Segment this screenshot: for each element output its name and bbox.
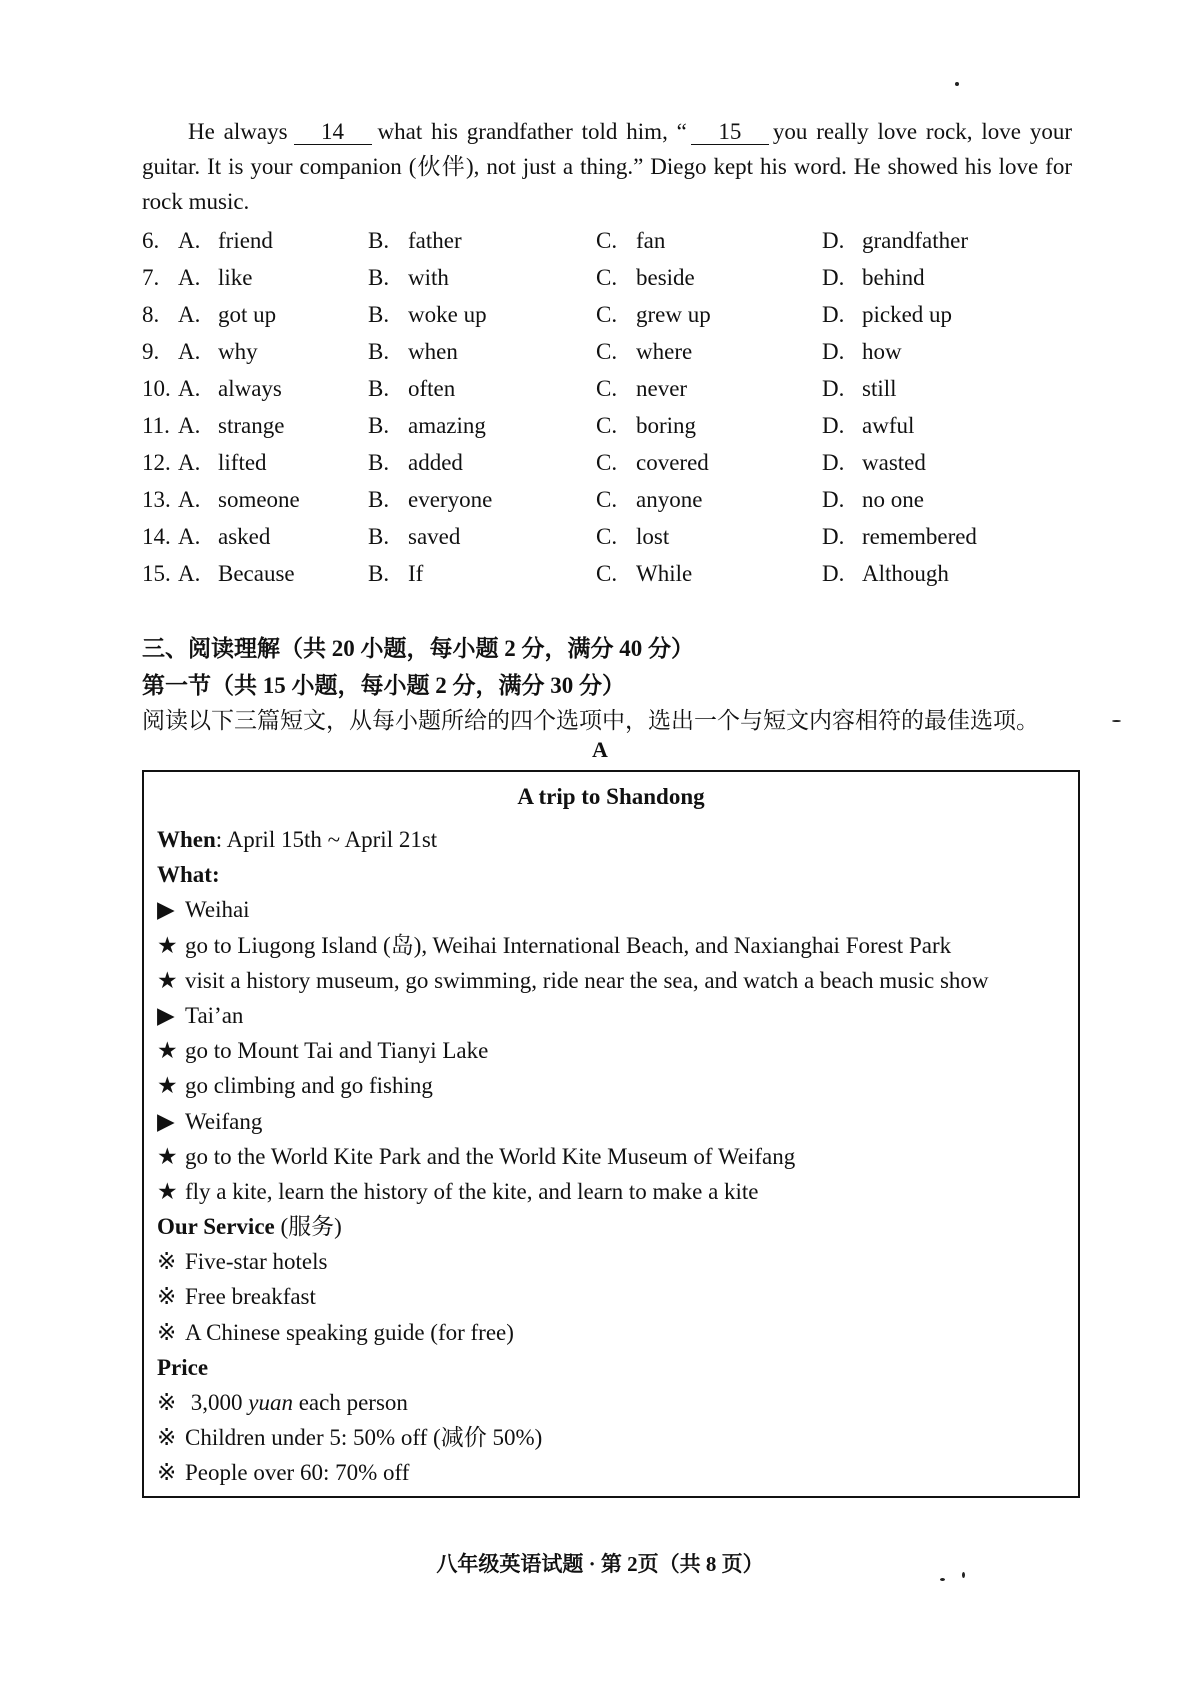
option-text: If: [408, 561, 424, 586]
option-b: [368, 222, 462, 259]
option-text: asked: [218, 524, 271, 549]
question-number: 13.: [142, 487, 171, 512]
option-c: [596, 555, 692, 592]
option-letter: B.: [368, 302, 390, 327]
option-letter: C.: [596, 228, 618, 253]
reference-mark-icon: ※: [157, 1319, 177, 1345]
option-letter: A.: [178, 228, 201, 253]
option-letter: A.: [178, 413, 201, 438]
option-b: [368, 296, 487, 333]
option-letter: B.: [368, 561, 390, 586]
star-icon: ★: [157, 1178, 178, 1204]
reference-mark-icon: ※: [157, 1460, 177, 1486]
option-text: boring: [636, 413, 697, 438]
when-value: : April 15th ~ April 21st: [215, 827, 438, 852]
question-row: [142, 259, 1072, 296]
option-letter: D.: [822, 450, 845, 475]
question-number: 12.: [142, 450, 171, 475]
passage-letter: A: [592, 737, 608, 762]
option-text: picked up: [862, 302, 953, 327]
scan-speck: [955, 82, 959, 86]
service-text: A Chinese speaking guide (for free): [185, 1319, 514, 1345]
question-row: [142, 407, 1072, 444]
option-letter: C.: [596, 265, 618, 290]
option-b: [368, 444, 463, 481]
passage-part1: He always: [188, 119, 288, 144]
option-text: like: [218, 265, 253, 290]
option-text: where: [636, 339, 693, 364]
option-text: strange: [218, 413, 285, 438]
option-d: [822, 259, 925, 296]
ad-price-elder-line: [157, 1455, 1057, 1490]
scan-speck: [940, 1578, 945, 1581]
question-row: [142, 518, 1072, 555]
option-text: beside: [636, 265, 695, 290]
option-d: [822, 518, 977, 555]
option-text: often: [408, 376, 456, 401]
reference-mark-icon: ※: [157, 1390, 177, 1415]
option-letter: C.: [596, 413, 618, 438]
option-letter: B.: [368, 228, 390, 253]
option-text: fan: [636, 228, 666, 253]
question-number: 11.: [142, 413, 170, 438]
activity-text: go to Mount Tai and Tianyi Lake: [185, 1038, 489, 1064]
option-text: woke up: [408, 302, 487, 327]
ad-service-line: [157, 1279, 1057, 1314]
option-letter: C.: [596, 450, 618, 475]
option-letter: B.: [368, 376, 390, 401]
ad-what-line: [157, 857, 1057, 892]
section-3-heading: 三、阅读理解（共 20 小题，每小题 2 分，满分 40 分）: [142, 636, 694, 661]
ad-price-children-line: [157, 1420, 1057, 1455]
price-elder: People over 60: 70% off: [185, 1460, 410, 1486]
ad-content: [157, 822, 1057, 1491]
option-c: [596, 444, 709, 481]
option-letter: A.: [178, 450, 201, 475]
star-icon: ★: [157, 1073, 178, 1099]
option-b: [368, 333, 458, 370]
option-d: [822, 444, 926, 481]
option-letter: A.: [178, 376, 201, 401]
question-number: 14.: [142, 524, 171, 549]
option-b: [368, 481, 492, 518]
ad-city-line: [157, 998, 1057, 1033]
section-3-instruction: 阅读以下三篇短文，从每小题所给的四个选项中，选出一个与短文内容相符的最佳选项。: [142, 708, 1039, 733]
ad-city-line: [157, 1104, 1057, 1139]
ad-activity-line: [157, 1139, 1057, 1174]
passage-part3: you really love rock, love your guitar. It is your companion (伙伴), not just a thing.” Diego kept his word. He showed his love for rock music.: [142, 119, 1072, 214]
option-letter: C.: [596, 561, 618, 586]
option-letter: C.: [596, 487, 618, 512]
city-name: Tai’an: [185, 1002, 244, 1028]
option-b: [368, 259, 449, 296]
option-text: with: [408, 265, 449, 290]
question-number: 10.: [142, 376, 171, 401]
option-d: [822, 481, 924, 518]
option-c: [596, 296, 711, 333]
passage-paragraph: [142, 114, 1072, 219]
what-label: What:: [157, 862, 220, 888]
option-letter: B.: [368, 265, 390, 290]
price-amount: 3,000: [185, 1390, 249, 1415]
ad-when-line: [157, 822, 1057, 857]
ad-activity-line: [157, 1033, 1057, 1068]
option-a: [178, 222, 273, 259]
option-letter: A.: [178, 561, 201, 586]
option-text: never: [636, 376, 688, 401]
ad-city-line: [157, 892, 1057, 927]
option-a: [178, 518, 270, 555]
activity-text: fly a kite, learn the history of the kite, and learn to make a kite: [185, 1178, 759, 1204]
option-text: always: [218, 376, 282, 401]
option-letter: B.: [368, 450, 390, 475]
option-a: [178, 370, 282, 407]
ad-activity-line: [157, 1174, 1057, 1209]
question-number: 7.: [142, 265, 160, 290]
option-a: [178, 444, 267, 481]
option-c: [596, 370, 687, 407]
option-letter: D.: [822, 265, 845, 290]
service-text: Five-star hotels: [185, 1249, 328, 1275]
option-text: how: [862, 339, 902, 364]
question-row: [142, 444, 1072, 481]
question-number: 8.: [142, 302, 160, 327]
option-letter: C.: [596, 524, 618, 549]
option-d: [822, 370, 897, 407]
star-icon: ★: [157, 932, 178, 958]
option-letter: D.: [822, 524, 845, 549]
option-a: [178, 333, 258, 370]
option-c: [596, 518, 669, 555]
option-text: no one: [862, 487, 924, 512]
option-text: father: [408, 228, 462, 253]
option-text: why: [218, 339, 258, 364]
blank-15: 15: [691, 120, 769, 145]
option-d: [822, 555, 949, 592]
option-text: got up: [218, 302, 277, 327]
option-text: anyone: [636, 487, 703, 512]
ad-price-heading: [157, 1350, 1057, 1385]
option-text: still: [862, 376, 897, 401]
blank-14: 14: [294, 120, 372, 145]
option-text: friend: [218, 228, 273, 253]
question-row: [142, 555, 1072, 592]
triangle-icon: ▶: [157, 897, 175, 923]
option-letter: B.: [368, 524, 390, 549]
reference-mark-icon: ※: [157, 1425, 177, 1451]
triangle-icon: ▶: [157, 1108, 175, 1134]
option-letter: B.: [368, 487, 390, 512]
option-letter: C.: [596, 302, 618, 327]
service-text: Free breakfast: [185, 1284, 316, 1310]
option-c: [596, 481, 702, 518]
section-3-part-1-heading: 第一节（共 15 小题，每小题 2 分，满分 30 分）: [142, 673, 625, 698]
option-letter: A.: [178, 524, 201, 549]
option-text: everyone: [408, 487, 493, 512]
reference-mark-icon: ※: [157, 1249, 177, 1275]
option-c: [596, 333, 692, 370]
option-letter: D.: [822, 228, 845, 253]
reference-mark-icon: ※: [157, 1284, 177, 1310]
option-a: [178, 259, 253, 296]
option-letter: D.: [822, 487, 845, 512]
trip-ad-box: [142, 770, 1080, 1498]
question-row: [142, 222, 1072, 259]
star-icon: ★: [157, 1143, 178, 1169]
option-text: amazing: [408, 413, 486, 438]
ad-activity-line: [157, 928, 1057, 963]
option-text: grew up: [636, 302, 711, 327]
option-text: wasted: [862, 450, 926, 475]
question-row: [142, 370, 1072, 407]
question-row: [142, 333, 1072, 370]
ad-service-line: [157, 1244, 1057, 1279]
option-letter: A.: [178, 339, 201, 364]
option-letter: D.: [822, 339, 845, 364]
option-text: someone: [218, 487, 300, 512]
option-d: [822, 222, 968, 259]
option-b: [368, 518, 460, 555]
ad-activity-line: [157, 1068, 1057, 1103]
option-text: when: [408, 339, 458, 364]
option-letter: A.: [178, 487, 201, 512]
price-label: Price: [157, 1354, 209, 1380]
option-letter: D.: [822, 302, 845, 327]
option-letter: A.: [178, 302, 201, 327]
city-name: Weihai: [185, 897, 250, 923]
option-text: lost: [636, 524, 670, 549]
question-number: 15.: [142, 561, 171, 586]
option-text: Because: [218, 561, 295, 586]
passage-part2: what his grandfather told him, “: [377, 119, 687, 144]
star-icon: ★: [157, 967, 178, 993]
option-text: Although: [862, 561, 949, 586]
option-text: grandfather: [862, 228, 968, 253]
price-unit: yuan: [248, 1390, 293, 1415]
option-a: [178, 407, 284, 444]
option-text: covered: [636, 450, 709, 475]
option-letter: B.: [368, 339, 390, 364]
option-d: [822, 407, 914, 444]
option-a: [178, 555, 295, 592]
activity-text: visit a history museum, go swimming, ride near the sea, and watch a beach music show: [185, 967, 989, 993]
option-letter: D.: [822, 561, 845, 586]
question-number: 6.: [142, 228, 160, 253]
star-icon: ★: [157, 1038, 178, 1064]
option-letter: D.: [822, 376, 845, 401]
option-letter: D.: [822, 413, 845, 438]
scan-speck: [1112, 720, 1121, 722]
option-letter: A.: [178, 265, 201, 290]
question-row: [142, 481, 1072, 518]
option-letter: C.: [596, 376, 618, 401]
service-note: (服务): [274, 1214, 342, 1240]
option-d: [822, 296, 952, 333]
scan-speck: [962, 1572, 965, 1578]
ad-title: A trip to Shandong: [517, 784, 705, 809]
option-b: [368, 370, 455, 407]
option-a: [178, 296, 276, 333]
price-rest: each person: [292, 1390, 408, 1415]
activity-text: go climbing and go fishing: [185, 1073, 433, 1099]
option-b: [368, 407, 486, 444]
ad-price-line: [157, 1385, 1057, 1420]
option-text: added: [408, 450, 463, 475]
when-label: When: [157, 827, 216, 852]
question-row: [142, 296, 1072, 333]
option-letter: C.: [596, 339, 618, 364]
activity-text: go to Liugong Island (岛), Weihai International Beach, and Naxianghai Forest Park: [185, 932, 952, 958]
option-b: [368, 555, 423, 592]
activity-text: go to the World Kite Park and the World Kite Museum of Weifang: [185, 1143, 796, 1169]
page-footer: 八年级英语试题 · 第 2页（共 8 页）: [436, 1552, 764, 1576]
option-text: While: [636, 561, 693, 586]
triangle-icon: ▶: [157, 1002, 175, 1028]
option-text: behind: [862, 265, 925, 290]
question-number: 9.: [142, 339, 160, 364]
service-label: Our Service: [157, 1214, 275, 1240]
ad-service-line: [157, 1315, 1057, 1350]
option-text: lifted: [218, 450, 267, 475]
option-text: awful: [862, 413, 915, 438]
option-c: [596, 222, 665, 259]
option-c: [596, 407, 696, 444]
cloze-options: [142, 222, 1072, 592]
ad-activity-line: [157, 963, 1057, 998]
option-letter: B.: [368, 413, 390, 438]
option-text: saved: [408, 524, 461, 549]
option-c: [596, 259, 695, 296]
option-d: [822, 333, 902, 370]
price-children: Children under 5: 50% off (减价 50%): [185, 1425, 543, 1451]
ad-service-heading: [157, 1209, 1057, 1244]
option-a: [178, 481, 300, 518]
option-text: remembered: [862, 524, 977, 549]
city-name: Weifang: [185, 1108, 263, 1134]
